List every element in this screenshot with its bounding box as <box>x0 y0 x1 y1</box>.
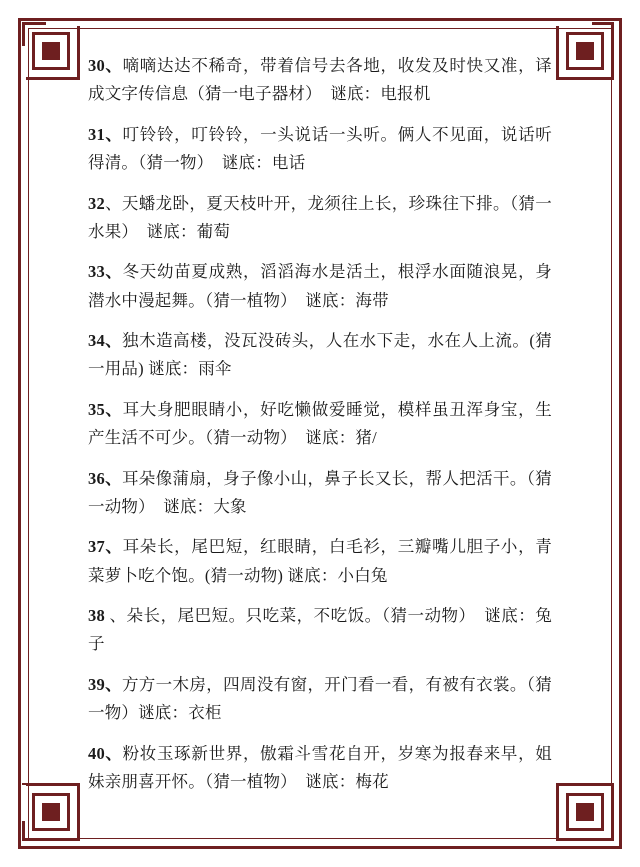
riddle-text: 嘀嘀达达不稀奇，带着信号去各地，收发及时快又准，译成文字传信息（猜一电子器材） 谜底：电报机 <box>88 56 552 104</box>
riddle-number: 32 <box>88 193 105 213</box>
corner-ornament-bottom-right <box>556 783 618 845</box>
riddle-number: 35、 <box>88 399 123 419</box>
corner-ornament-bottom-left <box>22 783 84 845</box>
riddle-number: 38 <box>88 606 105 625</box>
riddle-text: 冬天幼苗夏成熟，滔滔海水是活土，根浮水面随浪晃，身潜水中漫起舞。（猜一植物） 谜底：海带 <box>88 262 552 310</box>
riddle-item <box>88 465 552 522</box>
riddle-item <box>88 396 552 453</box>
riddle-list <box>88 52 552 814</box>
riddle-number: 31、 <box>88 124 123 144</box>
riddle-text: 方方一木房，四周没有窗，开门看一看，有被有衣裳。（猜一物）谜底：衣柜 <box>88 674 552 723</box>
riddle-item <box>88 740 552 797</box>
riddle-item <box>88 602 552 659</box>
riddle-item <box>88 258 552 315</box>
riddle-item <box>88 533 552 590</box>
riddle-number: 30、 <box>88 56 123 75</box>
riddle-text: 独木造高楼，没瓦没砖头，人在水下走，水在人上流。(猜一用品) 谜底：雨伞 <box>88 331 552 379</box>
riddle-item <box>88 671 552 728</box>
riddle-item <box>88 190 552 247</box>
riddle-number: 33、 <box>88 262 123 282</box>
riddle-item <box>88 52 552 109</box>
riddle-number: 40、 <box>88 743 123 763</box>
riddle-number: 37、 <box>88 537 123 557</box>
riddle-text: 耳大身肥眼睛小，好吃懒做爱睡觉，模样虽丑浑身宝，生产生活不可少。（猜一动物） 谜底：猪/ <box>88 399 552 448</box>
riddle-text: 耳朵长，尾巴短，红眼睛，白毛衫，三瓣嘴儿胆子小，青菜萝卜吃个饱。(猜一动物) 谜底：小白兔 <box>88 537 552 585</box>
corner-ornament-top-right <box>556 22 618 84</box>
riddle-number: 39、 <box>88 674 122 694</box>
riddle-text: 耳朵像蒲扇，身子像小山，鼻子长又长，帮人把活干。（猜一动物） 谜底：大象 <box>88 468 552 516</box>
corner-ornament-top-left <box>22 22 84 84</box>
riddle-number: 34、 <box>88 331 123 350</box>
riddle-text: 粉妆玉琢新世界，傲霜斗雪花自开，岁寒为报春来早，姐妹亲朋喜开怀。（猜一植物） 谜底：梅花 <box>88 743 552 791</box>
riddle-item <box>88 327 552 384</box>
riddle-text: 、天蟠龙卧，夏天枝叶开，龙须往上长，珍珠往下排。（猜一水果） 谜底：葡萄 <box>88 193 552 241</box>
riddle-number: 36、 <box>88 468 122 488</box>
riddle-item <box>88 121 552 178</box>
riddle-text: 叮铃铃，叮铃铃，一头说话一头听。俩人不见面，说话听得清。（猜一物） 谜底：电话 <box>88 124 552 173</box>
riddle-text: 、朵长，尾巴短。只吃菜，不吃饭。（猜一动物） 谜底：兔子 <box>88 606 552 654</box>
